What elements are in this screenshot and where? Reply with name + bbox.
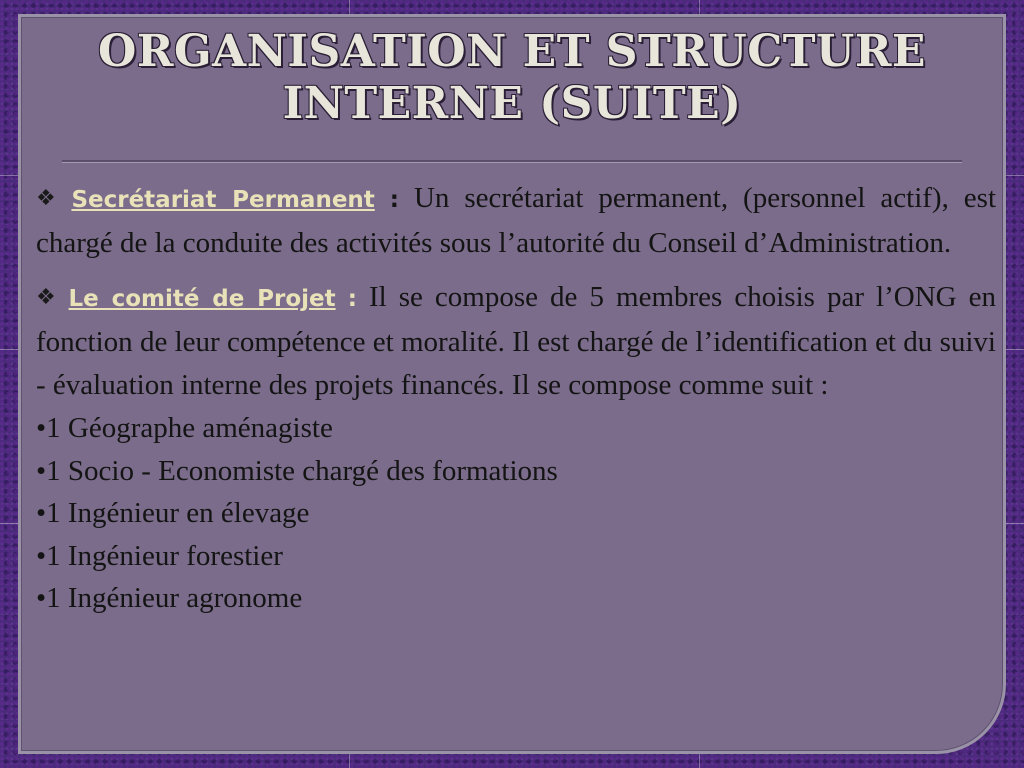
section-separator: : <box>347 286 357 312</box>
section-secretariat <box>36 176 996 265</box>
slide-content <box>36 176 996 620</box>
section-separator: : <box>389 187 399 213</box>
section-term: Le comité de Projet <box>68 286 336 312</box>
title-line-1: ORGANISATION ET STRUCTURE <box>98 26 926 77</box>
title-divider <box>62 160 962 163</box>
section-text: Un secrétariat permanent, (personnel actif), est chargé de la conduite des activités sous l’autorité du Conseil d’Administration. <box>36 182 997 259</box>
title-line-2: INTERNE (SUITE) <box>282 78 742 129</box>
members-list <box>36 407 996 620</box>
diamond-bullet-icon: ❖ <box>36 284 61 309</box>
section-text: Il se compose de 5 membres choisis par l’ONG en fonction de leur compétence et moralité. Il est chargé de l’identification et du suivi - évaluation interne des projets financés. Il se compose comme suit : <box>36 281 997 401</box>
slide-title <box>40 26 984 130</box>
section-term: Secrétariat Permanent <box>71 187 375 213</box>
diamond-bullet-icon: ❖ <box>36 185 64 210</box>
member-item: •1 Socio - Economiste chargé des formations <box>36 454 558 487</box>
section-comite <box>36 275 996 407</box>
member-item: •1 Ingénieur agronome <box>36 582 303 614</box>
member-item: •1 Géographe aménagiste <box>36 412 333 444</box>
member-item: •1 Ingénieur forestier <box>36 539 283 572</box>
member-item: •1 Ingénieur en élevage <box>36 497 310 529</box>
